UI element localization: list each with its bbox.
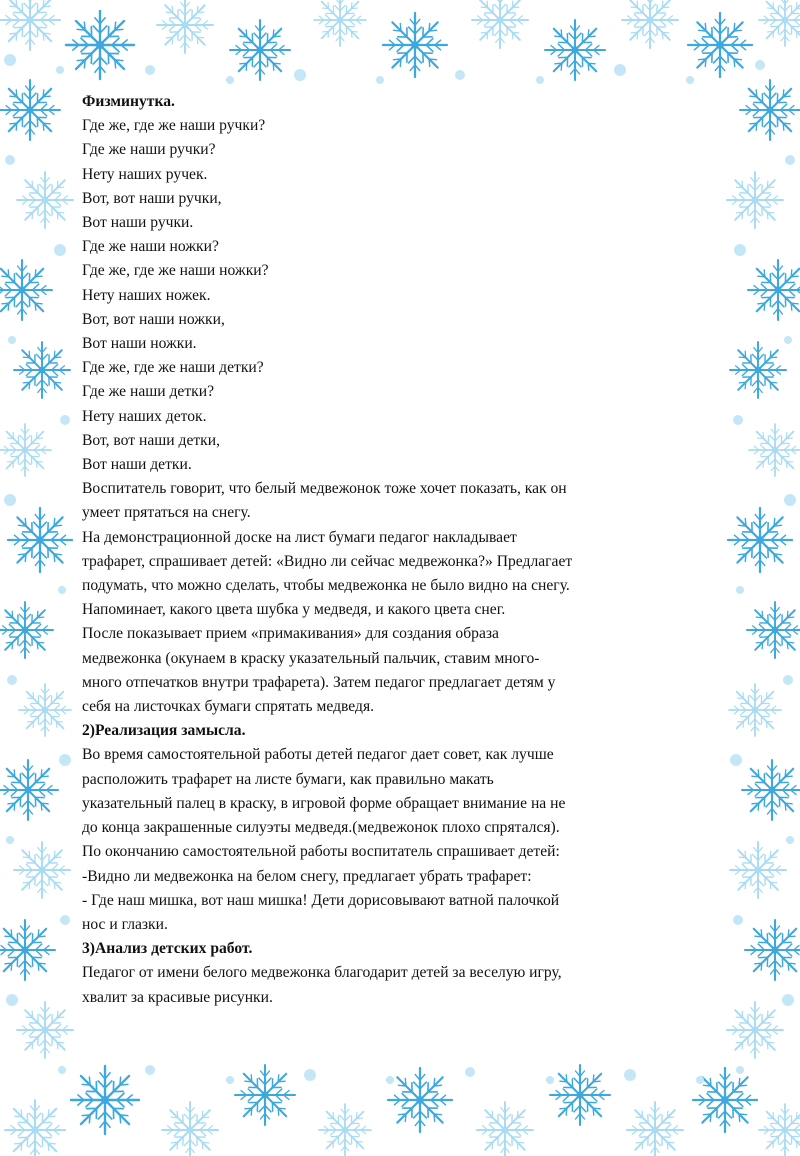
snowflake-icon [8, 508, 72, 572]
snow-dot [546, 1076, 554, 1084]
snowflake-icon [314, 0, 366, 46]
snow-dot [536, 76, 544, 84]
snow-dot [4, 494, 16, 506]
snow-dot [736, 1066, 744, 1074]
snow-dot [56, 66, 64, 74]
text-line: После показывает прием «примакивания» для создания образа [82, 625, 499, 643]
text-line: расположить трафарет на листе бумаги, как правильно макать [82, 770, 494, 788]
text-line: - Где наш мишка, вот наш мишка! Дети дорисовывают ватной палочкой [82, 891, 560, 909]
text-line: Педагог от имени белого медвежонка благодарит детей за веселую игру, [82, 964, 562, 982]
snowflake-icon [17, 172, 73, 228]
text-line: Вот, вот наши детки, [82, 431, 220, 449]
snow-dot [696, 1076, 704, 1084]
snowflake-icon [388, 1068, 452, 1132]
document-text [82, 90, 742, 1010]
snow-dot [784, 494, 796, 506]
snowflake-icon [627, 1102, 683, 1156]
snowflake-icon [0, 760, 58, 820]
snowflake-icon [740, 80, 800, 140]
text-line: Где же, где же наши ручки? [82, 117, 266, 135]
snow-dot [614, 64, 626, 76]
text-line: Где же, где же наши детки? [82, 359, 264, 377]
snowflake-icon [319, 1104, 371, 1156]
snowflake-icon [14, 342, 70, 398]
text-line: Вот наши ручки. [82, 214, 194, 232]
snowflake-icon [162, 1102, 218, 1156]
snowflake-icon [5, 1100, 65, 1156]
text-line: Вот наши ножки. [82, 335, 197, 353]
snow-dot [7, 675, 17, 685]
snow-dot [624, 1069, 636, 1081]
snow-dot [145, 1065, 155, 1075]
snowflake-icon [0, 260, 52, 320]
snow-dot [782, 994, 794, 1006]
snowflake-icon [477, 1102, 533, 1156]
text-line: Напоминает, какого цвета шубка у медведя, и какого цвета снег. [82, 601, 506, 619]
snowflake-icon [622, 0, 678, 48]
snow-dot [455, 70, 465, 80]
text-line: нос и глазки. [82, 915, 168, 933]
snow-dot [60, 915, 70, 925]
snowflake-icon [0, 920, 55, 980]
snowflake-icon [745, 920, 800, 980]
section-heading: 2)Реализация замысла. [82, 722, 246, 740]
snowflake-icon [235, 1065, 295, 1125]
snowflake-icon [66, 11, 134, 79]
snow-dot [6, 994, 18, 1006]
snowflake-icon [748, 260, 800, 320]
snow-dot [304, 1069, 316, 1081]
snowflake-icon [747, 602, 800, 658]
snow-dot [294, 69, 306, 81]
snow-dot [755, 60, 765, 70]
text-line: -Видно ли медвежонка на белом снегу, предлагает убрать трафарет: [82, 867, 532, 885]
text-line: Вот наши детки. [82, 456, 192, 474]
snowflake-icon [688, 13, 752, 77]
text-line: Во время самостоятельной работы детей педагог дает совет, как лучше [82, 746, 554, 764]
snow-dot [6, 836, 14, 844]
snow-dot [465, 1067, 475, 1077]
snow-dot [60, 415, 70, 425]
text-line: Где же наши ручки? [82, 141, 216, 159]
snowflake-icon [0, 424, 51, 476]
snowflake-icon [14, 842, 70, 898]
text-line: Нету наших деток. [82, 407, 207, 425]
snow-dot [386, 1076, 394, 1084]
text-line: указательный палец в краску, в игровой форме обращает внимание на не [82, 794, 566, 812]
snowflake-icon [0, 0, 60, 50]
snowflake-icon [157, 0, 213, 53]
snowflake-icon [545, 20, 605, 80]
snow-dot [59, 754, 71, 766]
snow-dot [5, 155, 15, 165]
snow-dot [8, 336, 16, 344]
snow-dot [54, 244, 66, 256]
snowflake-icon [71, 1066, 139, 1134]
text-line: подумать, что можно сделать, чтобы медвежонка не было видно на снегу. [82, 577, 570, 595]
snowflake-icon [0, 602, 53, 658]
snowflake-icon [727, 1002, 783, 1058]
text-line: Нету наших ручек. [82, 165, 208, 183]
snowflake-icon [742, 760, 800, 820]
snow-dot [783, 675, 793, 685]
snow-dot [686, 76, 694, 84]
text-line: На демонстрационной доске на лист бумаги педагог накладывает [82, 528, 517, 546]
text-line: Где же наши ножки? [82, 238, 219, 256]
text-line: Вот, вот наши ручки, [82, 189, 222, 207]
text-line: себя на листочках бумаги спрятать медведя. [82, 698, 375, 716]
snowflake-icon [230, 20, 290, 80]
text-line: Воспитатель говорит, что белый медвежонок тоже хочет показать, как он [82, 480, 567, 498]
snow-dot [785, 155, 795, 165]
snow-dot [226, 1076, 234, 1084]
snowflake-icon [383, 13, 447, 77]
section-heading: Физминутка. [82, 93, 175, 110]
text-line: Нету наших ножек. [82, 286, 211, 304]
snow-dot [226, 76, 234, 84]
snowflake-icon [550, 1065, 610, 1125]
text-line: трафарет, спрашивает детей: «Видно ли сейчас медвежонка?» Предлагает [82, 552, 573, 570]
snowflake-icon [19, 684, 71, 736]
snow-dot [786, 836, 794, 844]
text-line: умеет прятаться на снегу. [82, 504, 251, 522]
text-line: Вот, вот наши ножки, [82, 310, 225, 328]
snow-dot [784, 336, 792, 344]
snowflake-icon [749, 424, 800, 476]
snowflake-icon [759, 1104, 800, 1156]
snow-dot [145, 65, 155, 75]
snow-dot [58, 586, 66, 594]
text-line: Где же, где же наши ножки? [82, 262, 269, 280]
text-line: По окончанию самостоятельной работы воспитатель спрашивает детей: [82, 843, 560, 861]
snowflake-icon [0, 80, 60, 140]
text-line: медвежонка (окунаем в краску указательный пальчик, ставим много- [82, 649, 540, 667]
text-line: много отпечатков внутри трафарета). Затем педагог предлагает детям у [82, 673, 556, 691]
text-line: Где же наши детки? [82, 383, 215, 401]
snowflake-icon [472, 0, 528, 48]
snow-dot [58, 1066, 66, 1074]
snowflake-icon [759, 0, 800, 46]
text-line: до конца закрашенные силуэты медведя.(медвежонок плохо спрятался). [82, 819, 560, 837]
text-line: хвалит за красивые рисунки. [82, 988, 273, 1006]
snowflake-icon [17, 1002, 73, 1058]
snow-dot [376, 76, 384, 84]
snow-dot [4, 54, 16, 66]
section-heading: 3)Анализ детских работ. [82, 940, 253, 958]
